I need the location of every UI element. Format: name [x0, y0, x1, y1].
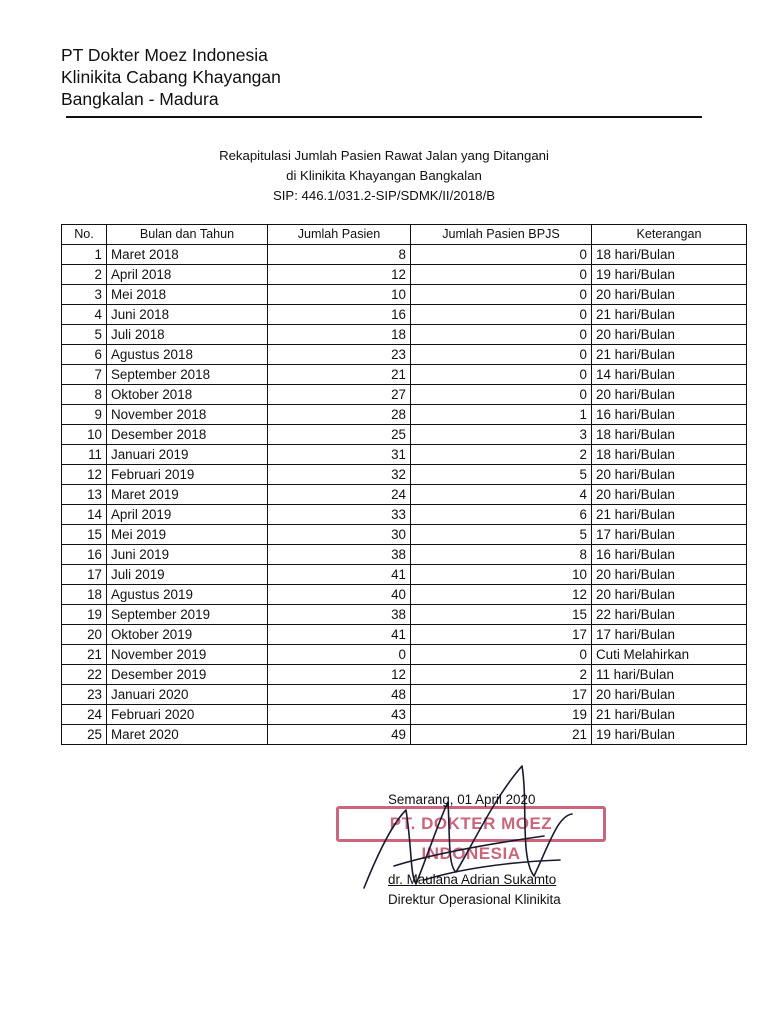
- table-row: [62, 665, 747, 685]
- report-title: [100, 146, 668, 206]
- table-row: [62, 465, 747, 485]
- cell-bpjs-count: 3: [411, 425, 592, 445]
- cell-notes: 21 hari/Bulan: [592, 505, 747, 525]
- cell-no: 12: [62, 465, 107, 485]
- cell-month-year: Januari 2019: [107, 445, 268, 465]
- cell-no: 21: [62, 645, 107, 665]
- cell-bpjs-count: 2: [411, 665, 592, 685]
- cell-bpjs-count: 5: [411, 465, 592, 485]
- cell-month-year: November 2018: [107, 405, 268, 425]
- cell-bpjs-count: 0: [411, 325, 592, 345]
- cell-patient-count: 41: [268, 565, 411, 585]
- cell-month-year: Desember 2018: [107, 425, 268, 445]
- cell-bpjs-count: 17: [411, 625, 592, 645]
- cell-notes: 16 hari/Bulan: [592, 545, 747, 565]
- cell-no: 11: [62, 445, 107, 465]
- cell-notes: 17 hari/Bulan: [592, 525, 747, 545]
- cell-month-year: Mei 2018: [107, 285, 268, 305]
- cell-patient-count: 30: [268, 525, 411, 545]
- cell-bpjs-count: 0: [411, 265, 592, 285]
- cell-patient-count: 43: [268, 705, 411, 725]
- cell-notes: 20 hari/Bulan: [592, 685, 747, 705]
- cell-patient-count: 25: [268, 425, 411, 445]
- letterhead: [61, 44, 281, 110]
- cell-patient-count: 40: [268, 585, 411, 605]
- cell-month-year: Februari 2020: [107, 705, 268, 725]
- cell-bpjs-count: 15: [411, 605, 592, 625]
- cell-patient-count: 28: [268, 405, 411, 425]
- cell-notes: 21 hari/Bulan: [592, 305, 747, 325]
- cell-bpjs-count: 0: [411, 285, 592, 305]
- cell-patient-count: 21: [268, 365, 411, 385]
- table-row: [62, 265, 747, 285]
- cell-patient-count: 10: [268, 285, 411, 305]
- table-row: [62, 725, 747, 745]
- signature-block: [336, 762, 626, 922]
- cell-patient-count: 38: [268, 545, 411, 565]
- cell-bpjs-count: 2: [411, 445, 592, 465]
- cell-month-year: September 2018: [107, 365, 268, 385]
- cell-no: 13: [62, 485, 107, 505]
- table-row: [62, 425, 747, 445]
- company-stamp: PT. DOKTER MOEZ INDONESIA: [336, 806, 606, 842]
- cell-patient-count: 33: [268, 505, 411, 525]
- header-bpjs-count: Jumlah Pasien BPJS: [411, 225, 592, 245]
- cell-notes: 17 hari/Bulan: [592, 625, 747, 645]
- cell-month-year: Maret 2020: [107, 725, 268, 745]
- cell-no: 10: [62, 425, 107, 445]
- header-patient-count: Jumlah Pasien: [268, 225, 411, 245]
- cell-month-year: Juli 2019: [107, 565, 268, 585]
- cell-patient-count: 12: [268, 665, 411, 685]
- cell-no: 6: [62, 345, 107, 365]
- header-month-year: Bulan dan Tahun: [107, 225, 268, 245]
- table-row: [62, 525, 747, 545]
- cell-bpjs-count: 0: [411, 385, 592, 405]
- cell-month-year: September 2019: [107, 605, 268, 625]
- cell-notes: Cuti Melahirkan: [592, 645, 747, 665]
- cell-month-year: Oktober 2018: [107, 385, 268, 405]
- header-no: No.: [62, 225, 107, 245]
- table-row: [62, 605, 747, 625]
- cell-no: 22: [62, 665, 107, 685]
- table-row: [62, 385, 747, 405]
- cell-notes: 22 hari/Bulan: [592, 605, 747, 625]
- cell-no: 7: [62, 365, 107, 385]
- cell-notes: 20 hari/Bulan: [592, 385, 747, 405]
- table-row: [62, 585, 747, 605]
- cell-notes: 21 hari/Bulan: [592, 705, 747, 725]
- cell-bpjs-count: 21: [411, 725, 592, 745]
- cell-month-year: Desember 2019: [107, 665, 268, 685]
- cell-patient-count: 23: [268, 345, 411, 365]
- cell-month-year: April 2018: [107, 265, 268, 285]
- cell-month-year: Juni 2018: [107, 305, 268, 325]
- cell-no: 1: [62, 245, 107, 265]
- cell-notes: 21 hari/Bulan: [592, 345, 747, 365]
- table-row: [62, 365, 747, 385]
- cell-notes: 18 hari/Bulan: [592, 425, 747, 445]
- table-header-row: [62, 225, 747, 245]
- header-divider: [66, 116, 702, 118]
- cell-bpjs-count: 12: [411, 585, 592, 605]
- cell-patient-count: 24: [268, 485, 411, 505]
- cell-patient-count: 48: [268, 685, 411, 705]
- cell-bpjs-count: 1: [411, 405, 592, 425]
- table-row: [62, 345, 747, 365]
- cell-no: 18: [62, 585, 107, 605]
- cell-month-year: April 2019: [107, 505, 268, 525]
- cell-patient-count: 18: [268, 325, 411, 345]
- cell-no: 14: [62, 505, 107, 525]
- table-row: [62, 565, 747, 585]
- cell-patient-count: 41: [268, 625, 411, 645]
- cell-patient-count: 8: [268, 245, 411, 265]
- cell-notes: 18 hari/Bulan: [592, 245, 747, 265]
- cell-month-year: Mei 2019: [107, 525, 268, 545]
- cell-notes: 20 hari/Bulan: [592, 285, 747, 305]
- cell-month-year: Agustus 2019: [107, 585, 268, 605]
- cell-patient-count: 12: [268, 265, 411, 285]
- table-row: [62, 685, 747, 705]
- table-row: [62, 625, 747, 645]
- cell-notes: 20 hari/Bulan: [592, 565, 747, 585]
- cell-bpjs-count: 4: [411, 485, 592, 505]
- table-row: [62, 305, 747, 325]
- cell-bpjs-count: 10: [411, 565, 592, 585]
- location: Bangkalan - Madura: [61, 89, 219, 109]
- cell-notes: 20 hari/Bulan: [592, 465, 747, 485]
- table-row: [62, 245, 747, 265]
- cell-notes: 14 hari/Bulan: [592, 365, 747, 385]
- cell-month-year: Agustus 2018: [107, 345, 268, 365]
- cell-patient-count: 38: [268, 605, 411, 625]
- report-title-line2: di Klinikita Khayangan Bangkalan: [286, 168, 482, 183]
- cell-patient-count: 0: [268, 645, 411, 665]
- cell-month-year: Januari 2020: [107, 685, 268, 705]
- cell-notes: 19 hari/Bulan: [592, 265, 747, 285]
- place-date: Semarang, 01 April 2020: [388, 792, 536, 807]
- table-row: [62, 485, 747, 505]
- table-row: [62, 325, 747, 345]
- table-row: [62, 285, 747, 305]
- cell-no: 25: [62, 725, 107, 745]
- table-row: [62, 405, 747, 425]
- cell-bpjs-count: 19: [411, 705, 592, 725]
- cell-bpjs-count: 0: [411, 645, 592, 665]
- cell-notes: 20 hari/Bulan: [592, 485, 747, 505]
- cell-bpjs-count: 5: [411, 525, 592, 545]
- table-row: [62, 545, 747, 565]
- signer-title: Direktur Operasional Klinikita: [388, 892, 561, 907]
- table-row: [62, 705, 747, 725]
- cell-no: 15: [62, 525, 107, 545]
- cell-no: 8: [62, 385, 107, 405]
- cell-no: 23: [62, 685, 107, 705]
- cell-notes: 16 hari/Bulan: [592, 405, 747, 425]
- cell-notes: 11 hari/Bulan: [592, 665, 747, 685]
- cell-patient-count: 49: [268, 725, 411, 745]
- cell-month-year: Februari 2019: [107, 465, 268, 485]
- cell-bpjs-count: 6: [411, 505, 592, 525]
- cell-no: 20: [62, 625, 107, 645]
- cell-month-year: Maret 2019: [107, 485, 268, 505]
- cell-patient-count: 31: [268, 445, 411, 465]
- cell-bpjs-count: 0: [411, 345, 592, 365]
- cell-no: 24: [62, 705, 107, 725]
- cell-no: 2: [62, 265, 107, 285]
- table-row: [62, 505, 747, 525]
- cell-no: 16: [62, 545, 107, 565]
- table-row: [62, 645, 747, 665]
- report-permit-number: SIP: 446.1/031.2-SIP/SDMK/II/2018/B: [272, 188, 496, 203]
- cell-no: 3: [62, 285, 107, 305]
- cell-no: 9: [62, 405, 107, 425]
- cell-month-year: Oktober 2019: [107, 625, 268, 645]
- cell-bpjs-count: 0: [411, 305, 592, 325]
- cell-patient-count: 32: [268, 465, 411, 485]
- cell-bpjs-count: 0: [411, 365, 592, 385]
- table-body: [62, 245, 747, 745]
- patient-recap-table: [61, 224, 747, 745]
- signer-name: dr. Maulana Adrian Sukamto: [388, 872, 557, 887]
- cell-bpjs-count: 8: [411, 545, 592, 565]
- cell-month-year: November 2019: [107, 645, 268, 665]
- cell-patient-count: 16: [268, 305, 411, 325]
- cell-bpjs-count: 17: [411, 685, 592, 705]
- cell-notes: 18 hari/Bulan: [592, 445, 747, 465]
- cell-notes: 19 hari/Bulan: [592, 725, 747, 745]
- cell-patient-count: 27: [268, 385, 411, 405]
- report-title-line1: Rekapitulasi Jumlah Pasien Rawat Jalan yang Ditangani: [219, 148, 549, 163]
- cell-notes: 20 hari/Bulan: [592, 585, 747, 605]
- cell-no: 4: [62, 305, 107, 325]
- header-notes: Keterangan: [592, 225, 747, 245]
- company-name: PT Dokter Moez Indonesia: [61, 45, 268, 65]
- table-row: [62, 445, 747, 465]
- cell-no: 19: [62, 605, 107, 625]
- cell-month-year: Juni 2019: [107, 545, 268, 565]
- cell-bpjs-count: 0: [411, 245, 592, 265]
- cell-no: 5: [62, 325, 107, 345]
- branch-name: Klinikita Cabang Khayangan: [61, 67, 281, 87]
- cell-no: 17: [62, 565, 107, 585]
- cell-month-year: Juli 2018: [107, 325, 268, 345]
- cell-month-year: Maret 2018: [107, 245, 268, 265]
- cell-notes: 20 hari/Bulan: [592, 325, 747, 345]
